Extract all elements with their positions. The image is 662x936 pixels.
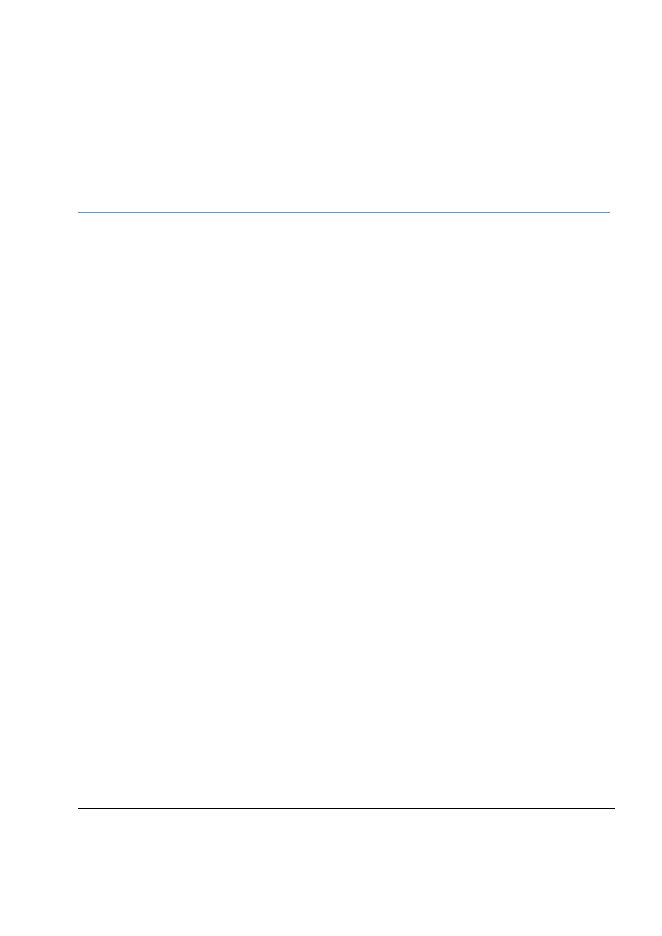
standard-number	[584, 178, 598, 199]
bottom-divider	[78, 808, 615, 809]
publisher-line	[0, 829, 662, 853]
top-divider	[78, 212, 610, 213]
